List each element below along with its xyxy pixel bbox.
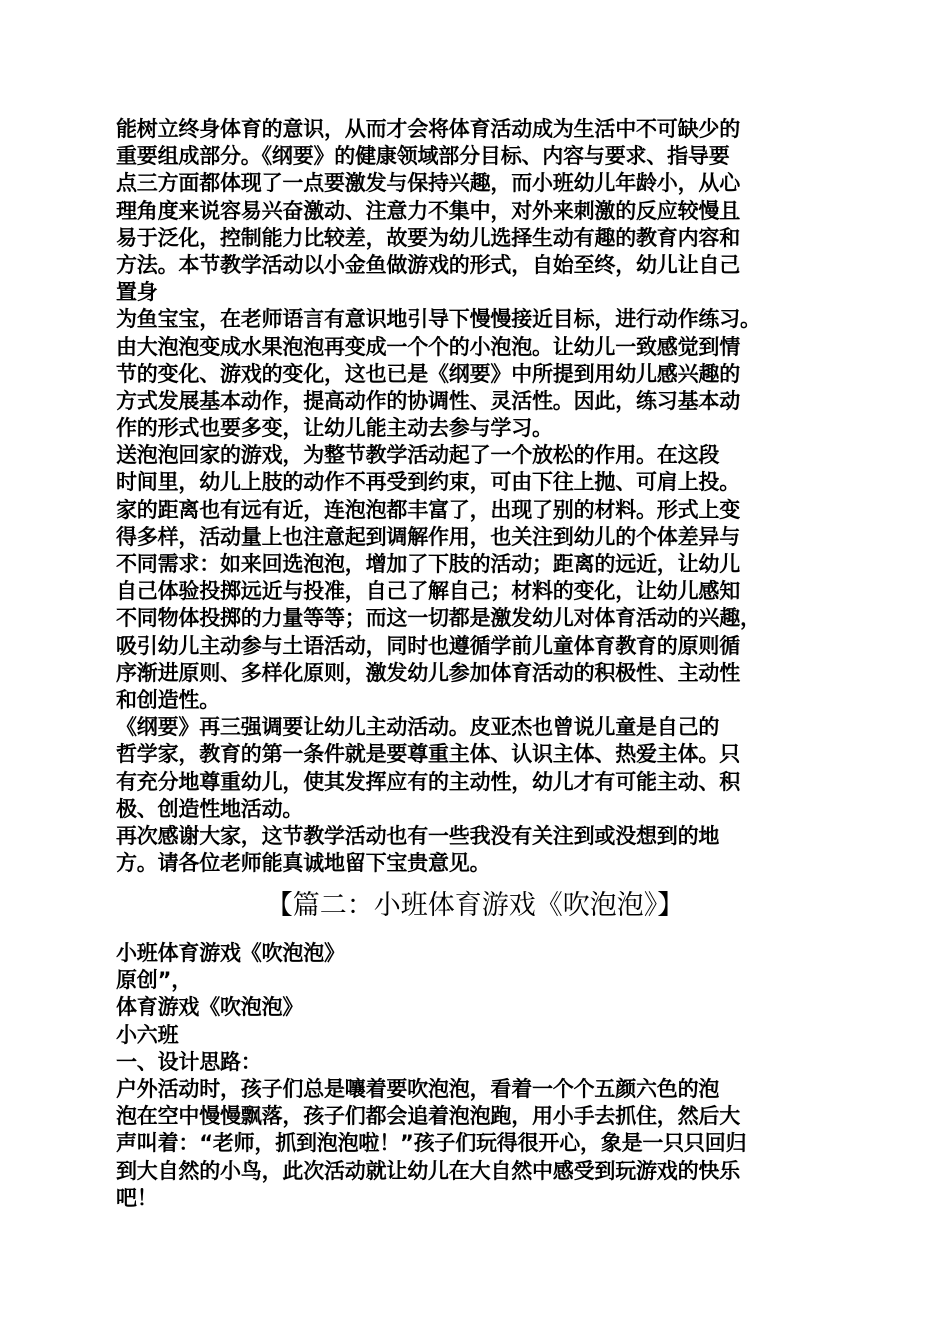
text-line: 重要组成部分。《纲要》的健康领域部分目标、内容与要求、指导要 — [116, 144, 730, 169]
text-line: 置身 — [116, 280, 158, 305]
text-line: 声叫着：“老师，抓到泡泡啦！”孩子们玩得很开心，象是一只只回归 — [116, 1131, 747, 1156]
text-line: 泡在空中慢慢飘落，孩子们都会追着泡泡跑，用小手去抓住，然后大 — [116, 1104, 740, 1129]
text-line: 时间里，幼儿上肢的动作不再受到约束，可由下往上抛、可肩上投。 — [116, 470, 740, 495]
text-line: 极、创造性地活动。 — [116, 796, 304, 821]
text-line: 不同物体投掷的力量等等；而这一切都是激发幼儿对体育活动的兴趣， — [116, 606, 761, 631]
text-line: 送泡泡回家的游戏，为整节教学活动起了一个放松的作用。在这段 — [116, 443, 720, 468]
text-line: 再次感谢大家，这节教学活动也有一些我没有关注到或没想到的地 — [116, 823, 720, 848]
text-line: 由大泡泡变成水果泡泡再变成一个个的小泡泡。让幼儿一致感觉到情 — [116, 334, 740, 359]
text-line: 体育游戏《吹泡泡》 — [116, 995, 304, 1020]
text-line: 易于泛化，控制能力比较差，故要为幼儿选择生动有趣的教育内容和 — [116, 225, 740, 250]
text-line: 理角度来说容易兴奋激动、注意力不集中，对外来刺激的反应较慢且 — [116, 198, 740, 223]
text-line: 方法。本节教学活动以小金鱼做游戏的形式，自始至终，幼儿让自己 — [116, 252, 740, 277]
text-line: 方式发展基本动作，提高动作的协调性、灵活性。因此，练习基本动 — [116, 388, 740, 413]
text-line: 自己体验投掷远近与投准，自己了解自己；材料的变化，让幼儿感知 — [116, 579, 740, 604]
text-line: 点三方面都体现了一点要激发与保持兴趣，而小班幼儿年龄小，从心 — [116, 171, 740, 196]
text-line: 有充分地尊重幼儿，使其发挥应有的主动性，幼儿才有可能主动、积 — [116, 769, 740, 794]
text-line: 小班体育游戏《吹泡泡》 — [116, 941, 345, 965]
text-line: 《纲要》再三强调要让幼儿主动活动。皮亚杰也曾说儿童是自己的 — [116, 715, 720, 740]
text-line: 序渐进原则、多样化原则，激发幼儿参加体育活动的积极性、主动性 — [116, 660, 740, 685]
text-line: 作的形式也要多变，让幼儿能主动去参与学习。 — [116, 416, 553, 441]
text-line: 为鱼宝宝，在老师语言有意识地引导下慢慢接近目标，进行动作练习。 — [116, 307, 761, 332]
text-line: 家的距离也有远有近，连泡泡都丰富了，出现了别的材料。形式上变 — [116, 497, 740, 522]
text-line: 哲学家，教育的第一条件就是要尊重主体、认识主体、热爱主体。只 — [116, 742, 740, 767]
text-line: 得多样，活动量上也注意起到调解作用，也关注到幼儿的个体差异与 — [116, 524, 740, 549]
text-line: 节的变化、游戏的变化，这也已是《纲要》中所提到用幼儿感兴趣的 — [116, 361, 740, 386]
text-line: 能树立终身体育的意识，从而才会将体育活动成为生活中不可缺少的 — [116, 117, 740, 141]
text-line: 原创”， — [116, 968, 193, 993]
text-line: 户外活动时，孩子们总是嚷着要吹泡泡，看着一个个五颜六色的泡 — [116, 1076, 720, 1101]
text-line: 方。请各位老师能真诚地留下宝贵意见。 — [116, 851, 491, 876]
text-line: 吧！ — [116, 1185, 158, 1210]
section-body — [116, 940, 856, 1212]
section-heading: 【篇二：小班体育游戏《吹泡泡》】 — [265, 890, 685, 921]
text-line: 吸引幼儿主动参与土语活动，同时也遵循学前儿童体育教育的原则循 — [116, 633, 740, 658]
text-line: 到大自然的小鸟，此次活动就让幼儿在大自然中感受到玩游戏的快乐 — [116, 1158, 740, 1183]
text-line: 小六班 — [116, 1022, 179, 1047]
body-text — [116, 116, 856, 877]
text-line: 不同需求：如来回选泡泡，增加了下肢的活动；距离的远近，让幼儿 — [116, 552, 740, 576]
text-line: 一、设计思路： — [116, 1049, 262, 1074]
text-line: 和创造性。 — [116, 687, 220, 712]
